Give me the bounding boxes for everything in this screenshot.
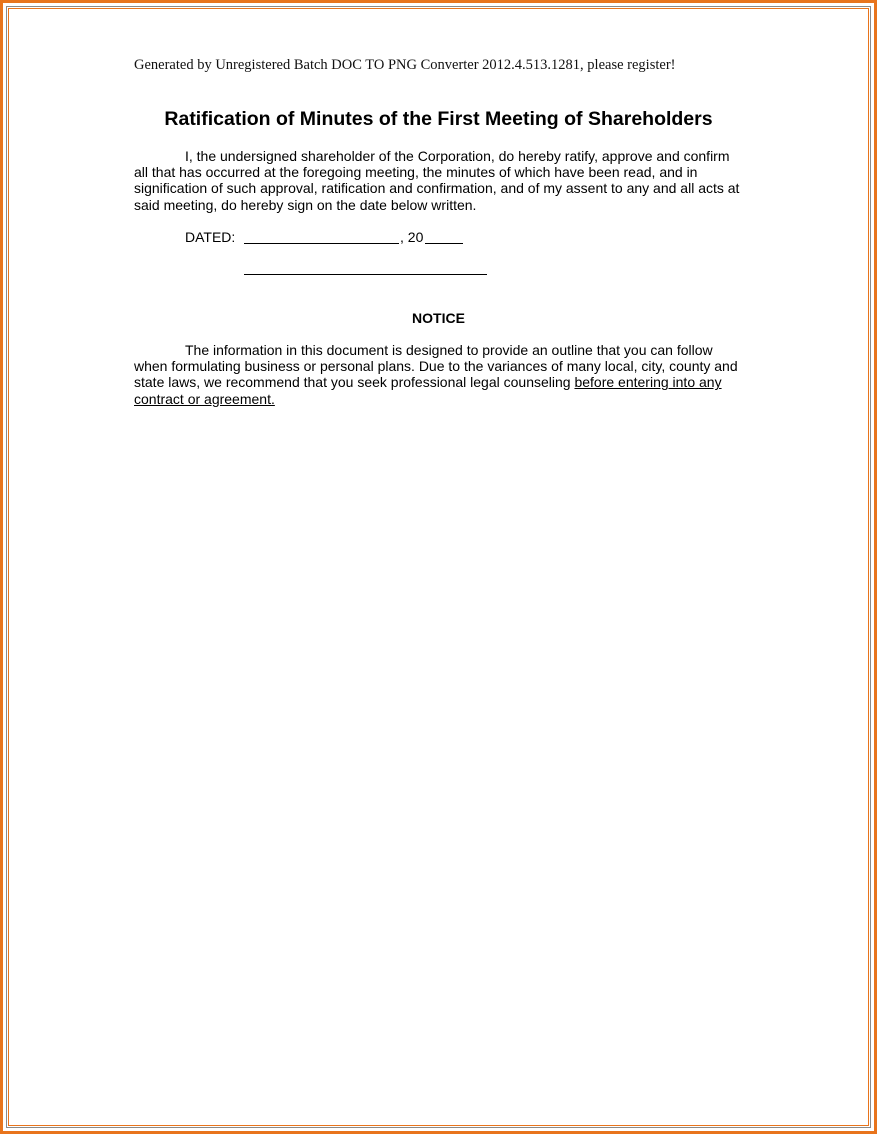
signature-line[interactable] bbox=[244, 274, 487, 275]
dated-label: DATED: bbox=[185, 229, 236, 245]
paragraph-line: signification of such approval, ratification and confirmation, and of my assent to any and all acts at bbox=[134, 180, 740, 197]
notice-line bbox=[134, 374, 754, 390]
notice-line: The information in this document is designed to provide an outline that you can follow bbox=[185, 342, 713, 358]
paragraph-line: I, the undersigned shareholder of the Corporation, do hereby ratify, approve and confirm bbox=[185, 148, 730, 164]
converter-watermark: Generated by Unregistered Batch DOC TO PNG Converter 2012.4.513.1281, please register! bbox=[134, 57, 676, 73]
notice-text-underlined: contract or agreement. bbox=[134, 390, 275, 407]
year-prefix: , 20 bbox=[400, 229, 424, 245]
notice-paragraph bbox=[134, 342, 754, 407]
notice-line bbox=[134, 391, 754, 407]
year-blank-line[interactable] bbox=[425, 243, 463, 244]
ratification-paragraph bbox=[134, 148, 754, 213]
document-title: Ratification of Minutes of the First Meeting of Shareholders bbox=[164, 108, 713, 130]
notice-line: when formulating business or personal plans. Due to the variances of many local, city, county and bbox=[134, 358, 738, 375]
paragraph-line: all that has occurred at the foregoing meeting, the minutes of which have been read, and in bbox=[134, 164, 698, 181]
date-blank-line[interactable] bbox=[244, 243, 399, 244]
notice-text-plain: state laws, we recommend that you seek professional legal counseling bbox=[134, 374, 575, 391]
paragraph-line: said meeting, do hereby sign on the date below written. bbox=[134, 196, 477, 213]
notice-heading: NOTICE bbox=[412, 310, 465, 326]
notice-text-underlined: before entering into any bbox=[574, 374, 722, 391]
